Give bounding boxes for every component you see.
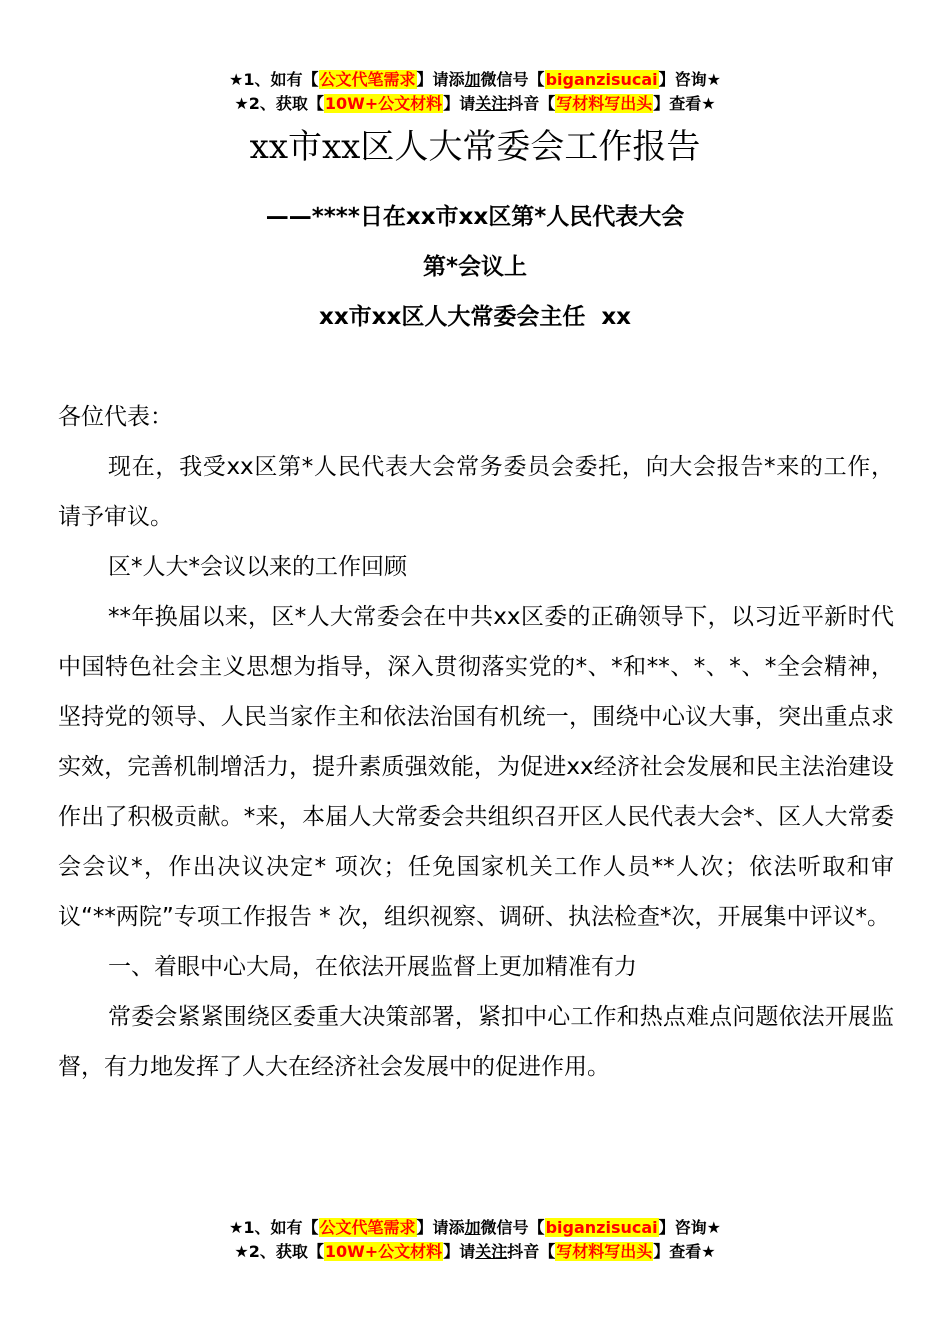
promo-text: 微信号【 [480,1218,545,1237]
body-paragraph: 现在，我受xx区第*人民代表大会常务委员会委托，向大会报告*来的工作，请予审议。 [58,454,894,530]
body-paragraph: **年换届以来，区*人大常委会在中共xx区委的正确领导下，以习近平新时代中国特色社会主义思想为指导，深入贯彻落实党的*、*和**、*、*、*全会精神，坚持党的领导、人民当家作主和依法治国有机统一，围绕中心议大事，突出重点求实效，完善机制增活力，提升素质强效能，为促进xx经济社会发展和民主法治建设作出了积极贡献。*来，本届人大常委会共组织召开区人民代表大会*、区人大常委会会议*，作出决议决定* 项次；任免国家机关工作人员**人次；依法听取和审议“**两院”专项工作报告 * 次，组织视察、调研、执法检查*次，开展集中评议*。 [58,604,895,930]
promo-text: 抖音【 [507,94,556,113]
promo-text: 微信号【 [480,70,545,89]
promo-text: 】查看★ [653,94,716,113]
promo-text: ★2、获取【 [234,94,324,113]
promo-line-1 [0,68,950,92]
promo-highlight: 写材料写出头 [556,94,653,113]
promo-text: 】查看★ [653,1242,716,1261]
document-title: xx市xx区人大常委会工作报告 [249,127,701,167]
section-heading: 区*人大*会议以来的工作回顾 [108,554,407,580]
promo-line-2 [0,92,950,116]
promo-text: ★1、如有【 [229,70,319,89]
promo-text: 】请 [443,1242,476,1261]
promo-highlight: 10W+公文材料 [324,1242,443,1261]
promo-underline: 关注 [475,1242,508,1261]
document-body [58,392,894,1092]
salutation: 各位代表： [58,404,173,430]
promo-highlight: 公文代笔需求 [319,70,416,89]
promo-banner-bottom [0,1216,950,1264]
promo-banner-top [0,68,950,116]
subtitle-line-2: 第*会议上 [422,254,528,280]
promo-underline: 加 [464,1218,481,1237]
promo-highlight: biganzisucai [545,70,658,89]
promo-text: 】咨询★ [658,70,721,89]
promo-text: 】请添 [416,1218,465,1237]
promo-highlight: biganzisucai [545,1218,658,1237]
promo-underline: 关注 [475,94,508,113]
subtitle-line-3: xx市xx区人大常委会主任 xx [318,304,632,330]
body-paragraph: 常委会紧紧围绕区委重大决策部署，紧扣中心工作和热点难点问题依法开展监督，有力地发挥了人大在经济社会发展中的促进作用。 [58,1004,894,1080]
promo-line-1 [0,1216,950,1240]
promo-highlight: 写材料写出头 [556,1242,653,1261]
promo-text: ★1、如有【 [229,1218,319,1237]
section-heading: 一、着眼中心大局，在依法开展监督上更加精准有力 [108,954,637,980]
promo-text: 抖音【 [507,1242,556,1261]
promo-text: 】请添 [416,70,465,89]
promo-highlight: 10W+公文材料 [324,94,443,113]
promo-highlight: 公文代笔需求 [319,1218,416,1237]
subtitle-line-1: ——****日在xx市xx区第*人民代表大会 [265,204,685,230]
promo-underline: 加 [464,70,481,89]
promo-line-2 [0,1240,950,1264]
promo-text: ★2、获取【 [234,1242,324,1261]
promo-text: 】咨询★ [658,1218,721,1237]
promo-text: 】请 [443,94,476,113]
